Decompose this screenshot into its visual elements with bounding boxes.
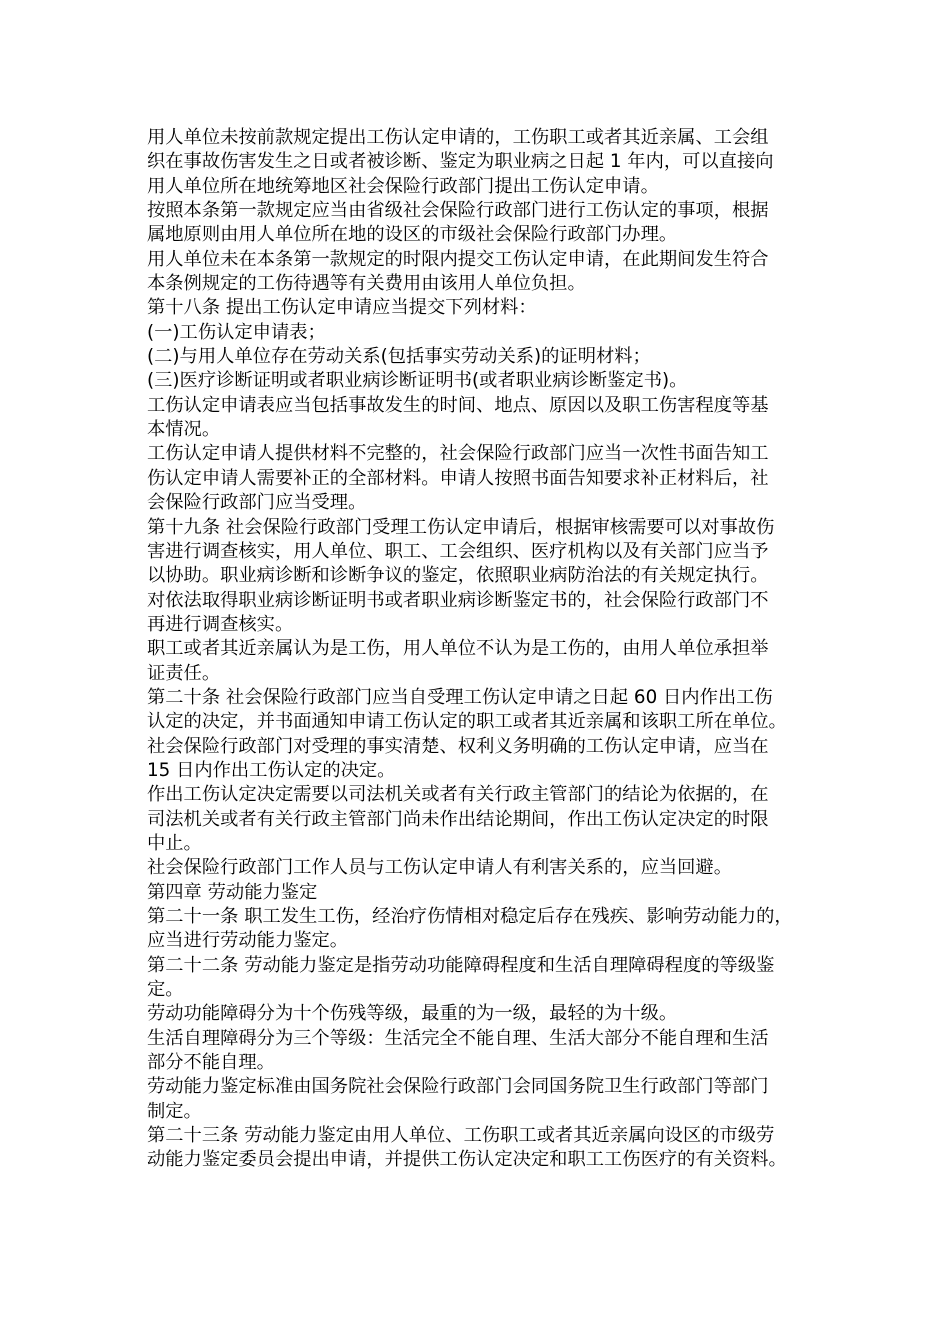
text-line: 动能力鉴定委员会提出申请，并提供工伤认定决定和职工工伤医疗的有关资料。 — [147, 1149, 787, 1171]
text-line: (三)医疗诊断证明或者职业病诊断证明书(或者职业病诊断鉴定书)。 — [147, 370, 688, 392]
text-line: (一)工伤认定申请表； — [147, 321, 326, 343]
text-line: 用人单位所在地统筹地区社会保险行政部门提出工伤认定申请。 — [147, 175, 659, 197]
text-line: 职工或者其近亲属认为是工伤，用人单位不认为是工伤的，由用人单位承担举 — [147, 638, 769, 660]
text-line: 织在事故伤害发生之日或者被诊断、鉴定为职业病之日起 1 年内，可以直接向 — [147, 151, 774, 173]
text-line: 中止。 — [147, 832, 202, 854]
text-line: 司法机关或者有关行政主管部门尚未作出结论期间，作出工伤认定决定的时限 — [147, 808, 769, 830]
document-body — [147, 126, 817, 1173]
text-line: 工伤认定申请人提供材料不完整的，社会保险行政部门应当一次性书面告知工 — [147, 443, 769, 465]
text-line: 15 日内作出工伤认定的决定。 — [147, 759, 396, 781]
text-line: 按照本条第一款规定应当由省级社会保险行政部门进行工伤认定的事项，根据 — [147, 200, 769, 222]
text-line: 社会保险行政部门工作人员与工伤认定申请人有利害关系的，应当回避。 — [147, 857, 732, 879]
text-line: 第二十二条 劳动能力鉴定是指劳动功能障碍程度和生活自理障碍程度的等级鉴 — [147, 954, 775, 976]
text-line: 第四章 劳动能力鉴定 — [147, 881, 318, 903]
text-line: 用人单位未按前款规定提出工伤认定申请的，工伤职工或者其近亲属、工会组 — [147, 127, 769, 148]
text-line: 第十九条 社会保险行政部门受理工伤认定申请后，根据审核需要可以对事故伤 — [147, 516, 775, 538]
text-line: 生活自理障碍分为三个等级：生活完全不能自理、生活大部分不能自理和生活 — [147, 1027, 769, 1049]
text-line: 第十八条 提出工伤认定申请应当提交下列材料： — [147, 297, 537, 319]
text-line: 对依法取得职业病诊断证明书或者职业病诊断鉴定书的，社会保险行政部门不 — [147, 589, 769, 611]
text-line: 会保险行政部门应当受理。 — [147, 492, 367, 514]
text-line: 第二十一条 职工发生工伤，经治疗伤情相对稳定后存在残疾、影响劳动能力的， — [147, 906, 793, 927]
text-line: 以协助。职业病诊断和诊断争议的鉴定，依照职业病防治法的有关规定执行。 — [147, 565, 769, 587]
text-line: 作出工伤认定决定需要以司法机关或者有关行政主管部门的结论为依据的，在 — [147, 784, 769, 806]
text-line: 伤认定申请人需要补正的全部材料。申请人按照书面告知要求补正材料后，社 — [147, 467, 769, 489]
text-line: 社会保险行政部门对受理的事实清楚、权利义务明确的工伤认定申请，应当在 — [147, 735, 769, 757]
text-line: 本条例规定的工伤待遇等有关费用由该用人单位负担。 — [147, 273, 586, 295]
text-line: 工伤认定申请表应当包括事故发生的时间、地点、原因以及职工伤害程度等基 — [147, 394, 769, 416]
text-line: 害进行调查核实，用人单位、职工、工会组织、医疗机构以及有关部门应当予 — [147, 540, 769, 562]
text-line: 第二十三条 劳动能力鉴定由用人单位、工伤职工或者其近亲属向设区的市级劳 — [147, 1125, 775, 1147]
text-line: 应当进行劳动能力鉴定。 — [147, 930, 349, 952]
text-line: 第二十条 社会保险行政部门应当自受理工伤认定申请之日起 60 日内作出工伤 — [147, 686, 773, 708]
text-line: 证责任。 — [147, 662, 221, 684]
text-line: 用人单位未在本条第一款规定的时限内提交工伤认定申请，在此期间发生符合 — [147, 248, 769, 270]
text-line: 认定的决定，并书面通知申请工伤认定的职工或者其近亲属和该职工所在单位。 — [147, 711, 787, 733]
text-line: 再进行调查核实。 — [147, 613, 294, 635]
text-line: 劳动能力鉴定标准由国务院社会保险行政部门会同国务院卫生行政部门等部门 — [147, 1076, 769, 1098]
text-line: 定。 — [147, 979, 184, 1001]
text-line: (二)与用人单位存在劳动关系(包括事实劳动关系)的证明材料； — [147, 346, 651, 368]
text-line: 本情况。 — [147, 419, 221, 441]
text-line: 制定。 — [147, 1100, 202, 1122]
text-line: 部分不能自理。 — [147, 1052, 275, 1074]
text-line: 劳动功能障碍分为十个伤残等级，最重的为一级，最轻的为十级。 — [147, 1003, 678, 1025]
text-line: 属地原则由用人单位所在地的设区的市级社会保险行政部门办理。 — [147, 224, 678, 246]
